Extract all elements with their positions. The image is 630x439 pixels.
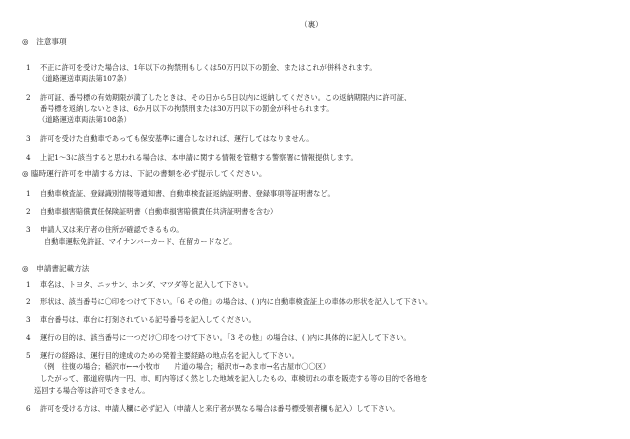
note-4-number: 4	[26, 153, 31, 162]
inst-1-line-1: 車名は、トヨタ、ニッサン、ホンダ、マツダ等と記入して下さい。	[40, 280, 253, 289]
doc-3-line-2: 自動車運転免許証、マイナンバーカード、在留カードなど。	[44, 237, 237, 246]
inst-4-line-1: 運行の目的は、該当番号に一つだけ〇印をつけて下さい。「3 その他」の場合は、( )内に具体的に記入して下さい。	[40, 333, 411, 342]
inst-2-number: 2	[26, 297, 31, 306]
inst-4-number: 4	[26, 333, 31, 342]
doc-3-line-1: 申請人又は来庁者の住所が確認できるもの。	[40, 225, 184, 234]
inst-6-number: 6	[26, 404, 31, 413]
inst-3-line-1: 車台番号は、車台に打刻されている記号番号を記入してください。	[40, 315, 256, 324]
inst-2-line-1: 形状は、該当番号に〇印をつけて下さい。「6 その他」の場合は、( )内に自動車検査証上の車体の形状を記入して下さい。	[40, 297, 433, 306]
inst-5-line-1: 運行の経路は、運行目的達成のための発着主要経路の地点名を記入して下さい。	[40, 351, 299, 360]
note-2-line-2: 番号標を返納しないときは、6か月以下の拘禁刑または30万円以下の罰金が科せられます。	[40, 104, 334, 113]
note-3-number: 3	[26, 134, 31, 143]
documents-heading: ◎ 臨時運行許可を申請する方は、下記の書類を必ず提示してください。	[22, 169, 267, 178]
note-2-line-1: 許可証、番号標の有効期限が満了したときは、その日から5日以内に返納してください。この返納期限内に許可証、	[40, 93, 412, 102]
note-1-number: 1	[26, 63, 31, 72]
note-1-line-2: （道路運送車両法第107条）	[38, 74, 131, 83]
side-label: （裏）	[300, 20, 323, 29]
instructions-heading: ◎ 申請書記載方法	[22, 264, 90, 273]
doc-1-number: 1	[26, 189, 31, 198]
note-2-line-3: （道路運送車両法第108条）	[38, 115, 131, 124]
doc-2-number: 2	[26, 207, 31, 216]
doc-2-line-1: 自動車損害賠償責任保険証明書（自動車損害賠償責任共済証明書を含む）	[40, 207, 278, 216]
note-4-line-1: 上記1～3に該当すると思われる場合は、本申請に関する情報を管轄する警察署に情報提供します。	[40, 153, 358, 162]
inst-5-line-3: したがって、都道府県内一円、市、町内等ばく然とした地域を記入したもの、車検切れの車を販売する等の目的で各地を	[40, 374, 428, 383]
inst-1-number: 1	[26, 280, 31, 289]
inst-3-number: 3	[26, 315, 31, 324]
doc-1-line-1: 自動車検査証、登録識別情報等通知書、自動車検査証返納証明書、登録事項等証明書など。	[40, 189, 335, 198]
doc-3-number: 3	[26, 225, 31, 234]
inst-6-line-1: 許可を受ける方は、申請人欄に必ず記入（申請人と来庁者が異なる場合は番号標受領者欄も記入）して下さい。	[40, 404, 400, 413]
note-2-number: 2	[26, 93, 31, 102]
inst-5-number: 5	[26, 351, 31, 360]
note-3-line-1: 許可を受けた自動車であっても保安基準に適合しなければ、運行してはなりません。	[40, 134, 314, 143]
note-1-line-1: 不正に許可を受けた場合は、1年以下の拘禁刑もしくは50万円以下の罰金、またはこれが併科されます。	[40, 63, 377, 72]
inst-5-line-4: 巡回する場合等は許可できません。	[34, 386, 150, 395]
notes-heading: ◎ 注意事項	[22, 37, 67, 46]
inst-5-line-2: （例 往復の場合；稲沢市←→小牧市 片道の場合；稲沢市→あま市→名古屋市〇〇区）	[40, 362, 331, 371]
